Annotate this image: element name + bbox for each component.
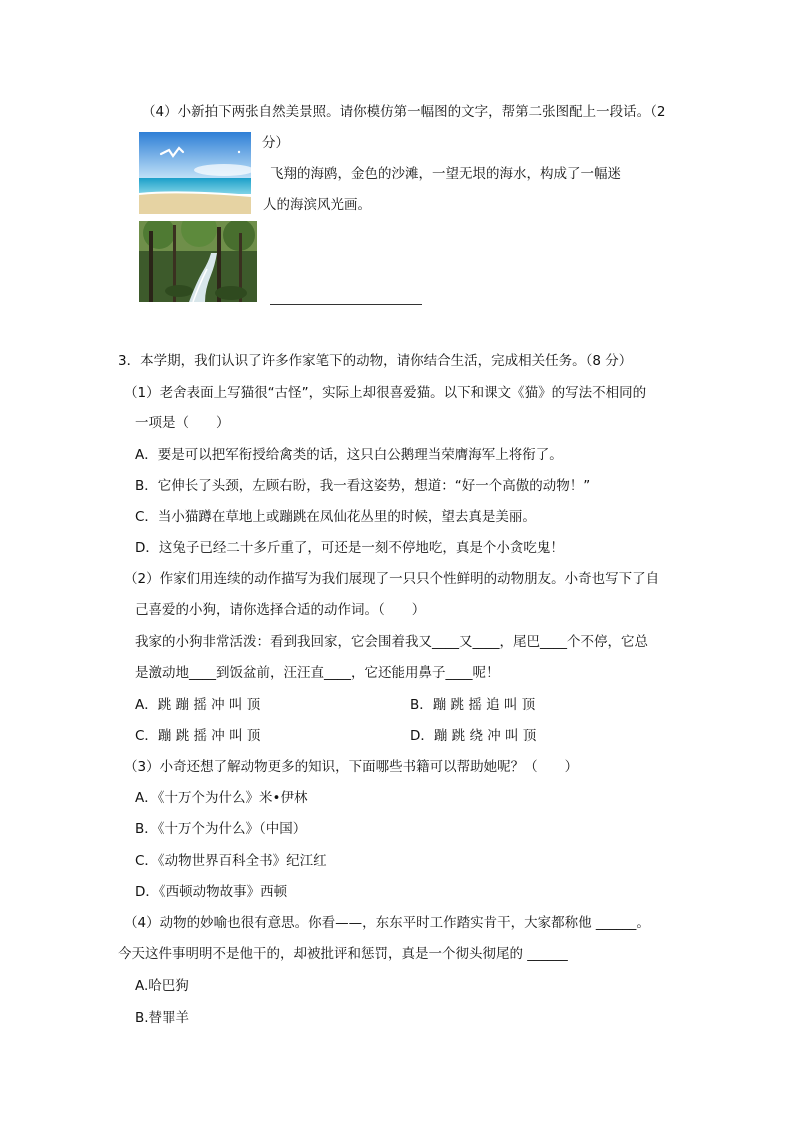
q3-2-passage-line1: 我家的小狗非常活泼：看到我回家，它会围着我又____又____，尾巴____个不停，它总 <box>135 634 648 650</box>
q3-1-option-b[interactable]: B．它伸长了头颈，左顾右盼，我一看这姿势，想道：“好一个高傲的动物！” <box>135 478 591 494</box>
q3-2-option-b[interactable]: B．蹦 跳 摇 追 叫 顶 <box>410 697 536 713</box>
q3-1-stem-line2: 一项是（ ） <box>135 415 230 431</box>
answer-blank[interactable] <box>270 304 422 305</box>
q3-3-stem: （3）小奇还想了解动物更多的知识，下面哪些书籍可以帮助她呢？（ ） <box>124 759 579 775</box>
q3-2-stem-line1: （2）作家们用连续的动作描写为我们展现了一只只个性鲜明的动物朋友。小奇也写下了自 <box>124 571 660 587</box>
q3-1-stem-line1: （1）老舍表面上写猫很“古怪”，实际上却很喜爱猫。以下和课文《猫》的写法不相同的 <box>124 385 647 401</box>
q3-4-option-a[interactable]: A.哈巴狗 <box>135 978 189 994</box>
q3-3-option-c[interactable]: C．《动物世界百科全书》纪江红 <box>135 853 327 869</box>
q3-4-stem-line2: 今天这件事明明不是他干的，却被批评和惩罚，真是一个彻头彻尾的 ______ <box>118 946 568 962</box>
q2-4-example-line1: 飞翔的海鸥，金色的沙滩，一望无垠的海水，构成了一幅迷 <box>270 166 621 182</box>
q3-4-option-b[interactable]: B.替罪羊 <box>135 1010 190 1026</box>
q3-3-option-a[interactable]: A．《十万个为什么》米•伊林 <box>135 790 308 806</box>
q2-4-example-line2: 人的海滨风光画。 <box>263 197 371 213</box>
q3-title: 3．本学期，我们认识了许多作家笔下的动物，请你结合生活，完成相关任务。（8 分） <box>118 353 633 369</box>
q2-4-prompt-line1: （4）小新拍下两张自然美景照。请你模仿第一幅图的文字，帮第二张图配上一段话。（2 <box>142 104 666 120</box>
forest-photo <box>139 221 257 302</box>
q3-4-stem-line1: （4）动物的妙喻也很有意思。你看——，东东平时工作踏实肯干，大家都称他 ______。 <box>124 915 650 931</box>
q3-1-option-c[interactable]: C．当小猫蹲在草地上或蹦跳在凤仙花丛里的时候，望去真是美丽。 <box>135 509 536 525</box>
q3-1-option-d[interactable]: D．这兔子已经二十多斤重了，可还是一刻不停地吃，真是个小贪吃鬼！ <box>135 540 564 556</box>
q3-2-stem-line2: 己喜爱的小狗，请你选择合适的动作词。（ ） <box>135 602 426 618</box>
q2-4-prompt-line2: 分） <box>262 135 289 151</box>
q3-1-option-a[interactable]: A．要是可以把军衔授给禽类的话，这只白公鹅理当荣膺海军上将衔了。 <box>135 447 563 463</box>
q3-2-option-d[interactable]: D．蹦 跳 绕 冲 叫 顶 <box>410 728 537 744</box>
q3-3-option-d[interactable]: D．《西顿动物故事》西顿 <box>135 884 288 900</box>
q3-3-option-b[interactable]: B．《十万个为什么》（中国） <box>135 821 307 837</box>
q3-2-passage-line2: 是激动地____到饭盆前，汪汪直____，它还能用鼻子____呢！ <box>135 665 500 681</box>
beach-photo <box>139 132 251 214</box>
q3-2-option-c[interactable]: C．蹦 跳 摇 冲 叫 顶 <box>135 728 261 744</box>
q3-2-option-a[interactable]: A．跳 蹦 摇 冲 叫 顶 <box>135 697 261 713</box>
